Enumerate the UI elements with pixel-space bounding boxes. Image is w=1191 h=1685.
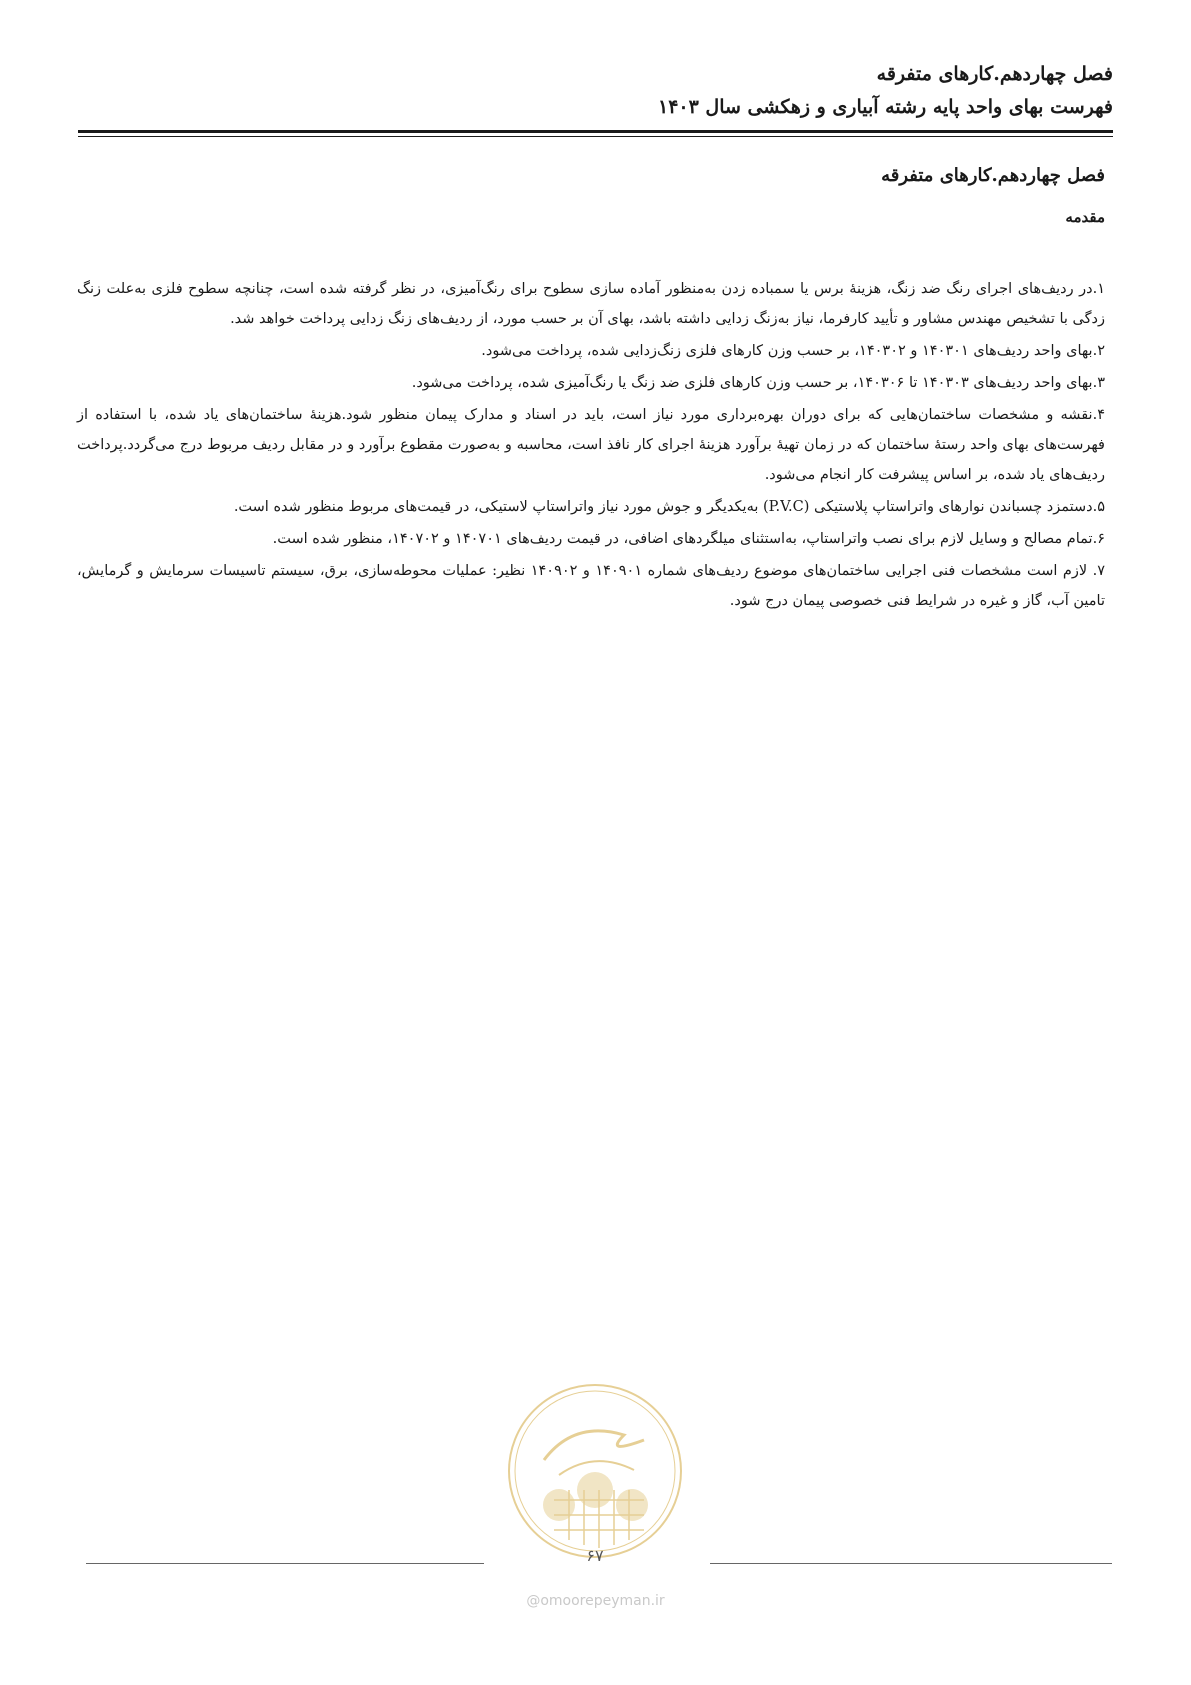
paragraph-3: ۳.بهای واحد ردیف‌های ۱۴۰۳۰۳ تا ۱۴۰۳۰۶، بر حسب وزن کارهای فلزی ضد زنگ یا رنگ‌آمیزی شده، پرداخت می‌شود. <box>411 375 1105 391</box>
paragraph-4: ۴.نقشه و مشخصات ساختمان‌هایی که برای دوران بهره‌برداری مورد نیاز است، باید در اسناد و مدارک پیمان منظور شود.هزینهٔ ساختمان‌های یاد شده، با استفاده از فهرست‌های بهای واحد رستهٔ ساختمان که در زمان تهیهٔ برآورد هزینهٔ اجرای کار نافذ است، محاسبه و به‌صورت مقطوع برآورد و در مقابل ردیف مربوط درج می‌گردد.پرداخت ردیف‌های یاد شده، بر اساس پیشرفت کار انجام می‌شود. <box>77 407 1105 483</box>
page-number: ۶۷ <box>586 1546 604 1565</box>
footer-rule-right <box>710 1563 1112 1564</box>
body-text <box>77 274 1105 618</box>
header-rule-thin <box>78 136 1113 137</box>
paragraph-7: ۷. لازم است مشخصات فنی اجرایی ساختمان‌های موضوع ردیف‌های شماره ۱۴۰۹۰۱ و ۱۴۰۹۰۲ نظیر: عملیات محوطه‌سازی، برق، سیستم تاسیسات سرمایش و گرمایش، تامین آب، گاز و غیره در شرایط فنی خصوصی پیمان درج شود. <box>77 563 1105 609</box>
header-rule-thick <box>78 130 1113 133</box>
paragraph-1: ۱.در ردیف‌های اجرای رنگ ضد زنگ، هزینهٔ برس یا سمباده زدن به‌منظور آماده سازی سطوح برای رنگ‌آمیزی، در نظر گرفته شده است، چنانچه سطوح فلزی به‌علت زنگ زدگی با تشخیص مهندس مشاور و تأیید کارفرما، نیاز به‌زنگ زدایی داشته باشد، بهای آن بر حسب مورد، از ردیف‌های زنگ زدایی پرداخت خواهد شد. <box>77 281 1105 327</box>
footer-rule-left <box>86 1563 484 1564</box>
watermark-site-text: @omoorepeyman.ir <box>526 1593 665 1609</box>
paragraph-6: ۶.تمام مصالح و وسایل لازم برای نصب واتراستاپ، به‌استثنای میلگردهای اضافی، در قیمت ردیف‌های ۱۴۰۷۰۱ و ۱۴۰۷۰۲، منظور شده است. <box>272 531 1105 547</box>
paragraph-2: ۲.بهای واحد ردیف‌های ۱۴۰۳۰۱ و ۱۴۰۳۰۲، بر حسب وزن کارهای فلزی زنگ‌زدایی شده، پرداخت می‌شود. <box>481 343 1105 359</box>
header-document-title: فهرست بهای واحد پایه رشته آبیاری و زهکشی سال ۱۴۰۳ <box>657 96 1113 118</box>
seal-watermark-icon <box>504 1380 686 1562</box>
header-chapter-title: فصل چهاردهم.کارهای متفرقه <box>876 63 1113 85</box>
paragraph-5: ۵.دستمزد چسباندن نوارهای واتراستاپ پلاستیکی (P.V.C) به‌یکدیگر و جوش مورد نیاز واتراستاپ لاستیکی، در قیمت‌های مربوط منظور شده است. <box>233 499 1105 515</box>
section-subtitle: مقدمه <box>1065 208 1105 226</box>
page-header <box>78 58 1113 124</box>
section-title: فصل چهاردهم.کارهای متفرقه <box>881 165 1105 186</box>
